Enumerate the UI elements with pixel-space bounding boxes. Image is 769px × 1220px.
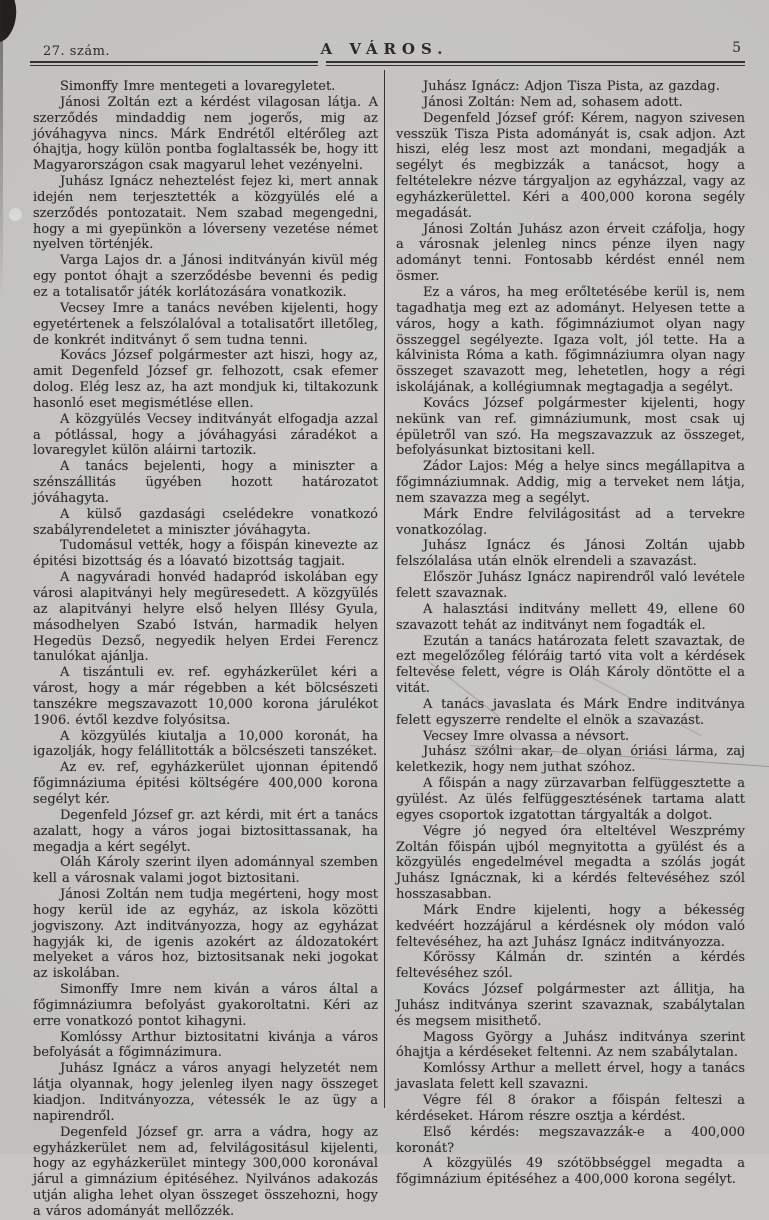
paragraph: Jánosi Zoltán nem tudja megérteni, hogy most hogy kerül ide az egyház, az iskola közötti jogviszony. Azt inditványozza, hogy az egyházat hagyják ki, de igenis azokért az áldozatokért melyeket a város hoz, biztositsanak neki jogokat az iskolában. — [33, 887, 378, 982]
paper-spot — [9, 208, 22, 221]
paragraph: Juhász Ignácz és Jánosi Zoltán ujabb felszólalása után elnök elrendeli a szavazást. — [396, 538, 745, 570]
paragraph: A tanács bejelenti, hogy a miniszter a szénszállitás ügyében hozott határozatot jóváhagyta. — [33, 459, 378, 506]
paragraph: Jánosi Zoltán Juhász azon érveit czáfolja, hogy a városnak jelenleg nincs pénze ilyen nagy adományt tenni. Fontosabb kérdést ennél nem ösmer. — [396, 221, 745, 285]
paragraph: Kovács József polgármester azt hiszi, hogy az, amit Degenfeld József gr. felhozott, csak efemer dolog. Elég lesz az, ha azt mondjuk ki, tiltakozunk hasonló eset megismétlése ellen. — [33, 348, 378, 411]
paragraph: Degenfeld József gr. azt kérdi, mit ért a tanács azalatt, hogy a város jogai biztosittassanak, ha megadja a kért segélyt. — [33, 807, 378, 855]
paragraph: Degenfeld József gróf: Kérem, nagyon szivesen vesszük Tisza Pista adományát is, csak adjon. Azt hiszi, elég lesz most azt mondani, megadják a segélyt és megbizzák a tanácsot, hogy a feltételekre nézve tárgyaljon az egyházzal, vagy az egyházkerülettel. Kéri a 400,000 korona segély megadását. — [396, 110, 745, 221]
paragraph: Kovács József polgármester kijelenti, hogy nekünk van ref. gimnáziumunk, most csak uj épületről van szó. Ha megszavazzuk az összeget, befolyásunkat biztositani kell. — [396, 395, 745, 459]
paragraph: A tanács javaslata és Márk Endre inditványa felett egyszerre rendelte el elnök a szavazást. — [396, 696, 745, 728]
paragraph: Varga Lajos dr. a Jánosi inditványán kivül még egy pontot óhajt a szerződésbe bevenni és pedig ez a totalisatőr játék korlátozására vonatkozik. — [33, 253, 378, 300]
paragraph: A nagyváradi honvéd hadapród iskolában egy városi alapitványi hely megüresedett. A közgyülés az alapitványi helyre első helyen Illésy Gyula, másodhelyen Szabó István, harmadik helyen Hegedüs Dezső, negyedik helyen Erdei Ferencz tanulókat ajánlja. — [33, 570, 378, 665]
paragraph: Márk Endre kijelenti, hogy a békesség kedvéért hozzájárul a kérdésnek oly módon való feltevéséhez, ha azt Juhász Ignácz inditványozza. — [396, 902, 745, 950]
paragraph: A tiszántuli ev. ref. egyházkerület kéri a várost, hogy a már régebben a két bölcsészeti tanszékre megszavazott 10,000 korona járulékot 1906. évtől kezdve folyósitsa. — [33, 665, 378, 728]
paragraph: Végre jó negyed óra elteltével Weszprémy Zoltán főispán ujból megnyitotta a gyülést és a közgyülés engedelmével megadta a szólás jogát Juhász Ignácznak, ki a kérdés feltevéséhez szól hosszasabban. — [396, 823, 745, 903]
paragraph: Komlóssy Arthur a mellett érvel, hogy a tanács javaslata felett kell szavazni. — [396, 1061, 745, 1093]
header-rule-left — [30, 61, 318, 66]
paragraph: Első kérdés: megszavazzák-e a 400,000 koronát? — [396, 1124, 745, 1156]
paragraph: Tudomásul vették, hogy a főispán kinevezte az épitési bizottság és a lóavató bizottság tagjait. — [33, 538, 378, 570]
paragraph: Oláh Károly szerint ilyen adománnyal szemben kell a városnak valami jogot biztositani. — [33, 855, 378, 887]
paragraph: Végre fél 8 órakor a főispán felteszi a kérdéseket. Három részre osztja a kérdést. — [396, 1093, 745, 1124]
paragraph: Degenfeld József gr. arra a vádra, hogy az egyházkerület nem ad, felvilágositásul kijelenti, hogy az egyházkerület mintegy 300,000 koronával járul a gimnázium épitéséhez. Nyilvános adakozás utján aligha lehet olyan összeget összehozni, hogy a város adományát mellőzzék. — [33, 1124, 378, 1219]
page-number: 5 — [732, 40, 741, 56]
header-rule-right — [326, 61, 745, 66]
corner-ink-smudge — [0, 0, 21, 45]
paragraph: Vecsey Imre a tanács nevében kijelenti, hogy egyetértenek a felszólalóval a totalisatőrt illetőleg, de konkrét inditványt ő sem tudna tenni. — [33, 300, 378, 348]
paragraph: A halasztási inditvány mellett 49, ellene 60 szavazott tehát az inditványt nem fogadták el. — [396, 601, 745, 633]
paragraph: Jánosi Zoltán: Nem ad, sohasem adott. — [423, 94, 683, 110]
column-divider — [384, 70, 385, 1108]
paragraph: Simonffy Imre nem kiván a város által a főgimnáziumra befolyást gyakoroltatni. Kéri az erre vonatkozó pontot kihagyni. — [33, 982, 378, 1029]
paragraph: Juhász szólni akar, de olyan óriási lárma, zaj keletkezik, hogy nem juthat szóhoz. — [396, 744, 745, 776]
paragraph: Komlóssy Arthur biztositatni kivánja a város befolyását a főgimnázimura. — [33, 1029, 378, 1061]
paragraph: Juhász Ignácz: Adjon Tisza Pista, az gazdag. — [423, 79, 720, 94]
paragraph: Ezután a tanács határozata felett szavaztak, de ezt megelőzőleg félóráig tartó vita volt a kérdések feltevése felett, végre is Oláh Károly döntötte el a vitát. — [396, 633, 745, 697]
paragraph: Jánosi Zoltán ezt a kérdést vilagosan látja. A szerződés mindaddig nem jogerős, mig az jóváhagyva nincs. Márk Endrétől eltérőleg azt óhajtja, hogy külön pontba foglaltassék be, hogy itt Magyarországon csak magyarul lehet vezényelni. — [33, 94, 378, 174]
paragraph: Juhász Ignácz a város anyagi helyzetét nem látja olyannak, hogy jelenleg ilyen nagy összeget kiadjon. Inditványozza, vétessék le az ügy a napirendről. — [33, 1061, 378, 1124]
paragraph: A külső gazdasági cselédekre vonatkozó szabályrendeletet a miniszter jóváhagyta. — [33, 506, 378, 538]
paragraph: A közgyülés 49 szótöbbséggel megadta a főgimnázium épitéséhez a 400,000 korona segélyt. — [396, 1156, 745, 1188]
paragraph: Kőrössy Kálmán dr. szintén a kérdés feltevéséhez szól. — [396, 950, 745, 982]
paragraph: A főispán a nagy zürzavarban felfüggesztette a gyülést. Az ülés felfüggesztésének tartama alatt egyes csoportok izgatottan tárgyalták a dolgot. — [396, 776, 745, 823]
paragraph: Magoss György a Juhász inditványa szerint óhajtja a kérdéseket feltenni. Az nem szabálytalan. — [396, 1029, 745, 1061]
paragraph: Zádor Lajos: Még a helye sincs megállapitva a főgimnáziumnak. Addig, mig a terveket nem látja, nem szavazza meg a segélyt. — [396, 459, 745, 506]
page-title: A VÁROS. — [320, 40, 449, 58]
paragraph: A közgyülés Vecsey inditványát elfogadja azzal a pótlással, hogy a jóváhagyási záradékot a lovaregylet külön aláirni tartozik. — [33, 411, 378, 459]
paragraph: Az ev. ref, egyházkerület ujonnan épitendő főgimnáziuma épitési költségére 400,000 korona segélyt kér. — [33, 760, 378, 807]
left-column — [33, 79, 378, 1220]
issue-number: 27. szám. — [43, 44, 111, 59]
right-column — [396, 79, 745, 1188]
paragraph: A közgyülés kiutalja a 10,000 koronát, ha igazolják, hogy felállitották a bölcsészeti tanszéket. — [33, 728, 378, 760]
paragraph: Kovács József polgármester azt állitja, ha Juhász inditványa szerint szavaznak, szabálytalan és megsem misithető. — [396, 982, 745, 1029]
paragraph: Juhász Ignácz neheztelést fejez ki, mert annak idején nem terjesztették a közgyülés elé a szerződés pontozatait. Nem szabad megengedni, hogy a mi gyepünkön a lóverseny vezetése német nyelven történjék. — [33, 174, 378, 253]
paragraph: Simonffy Imre mentegeti a lovaregyletet. — [60, 79, 336, 94]
paragraph: Vecsey Imre olvassa a névsort. — [423, 728, 630, 744]
paragraph: Márk Endre felvilágositást ad a tervekre vonatkozólag. — [396, 506, 745, 538]
paragraph: Ez a város, ha meg erőltetésébe kerül is, nem tagadhatja meg ezt az adományt. Helyesen tette a város, hogy a kath. főgimnáziumot olyan nagy összeggel segélyezte. Igaza volt, jól tette. Ha a kálvinista Róma a kath. főgimnáziumra olyan nagy összeget szavazott meg, lehetetlen, hogy a régi iskolájának, a kollégiumnak megtagadja a segélyt. — [396, 284, 745, 396]
paragraph: Először Juhász Ignácz napirendről való levétele felett szavaznak. — [396, 570, 745, 601]
